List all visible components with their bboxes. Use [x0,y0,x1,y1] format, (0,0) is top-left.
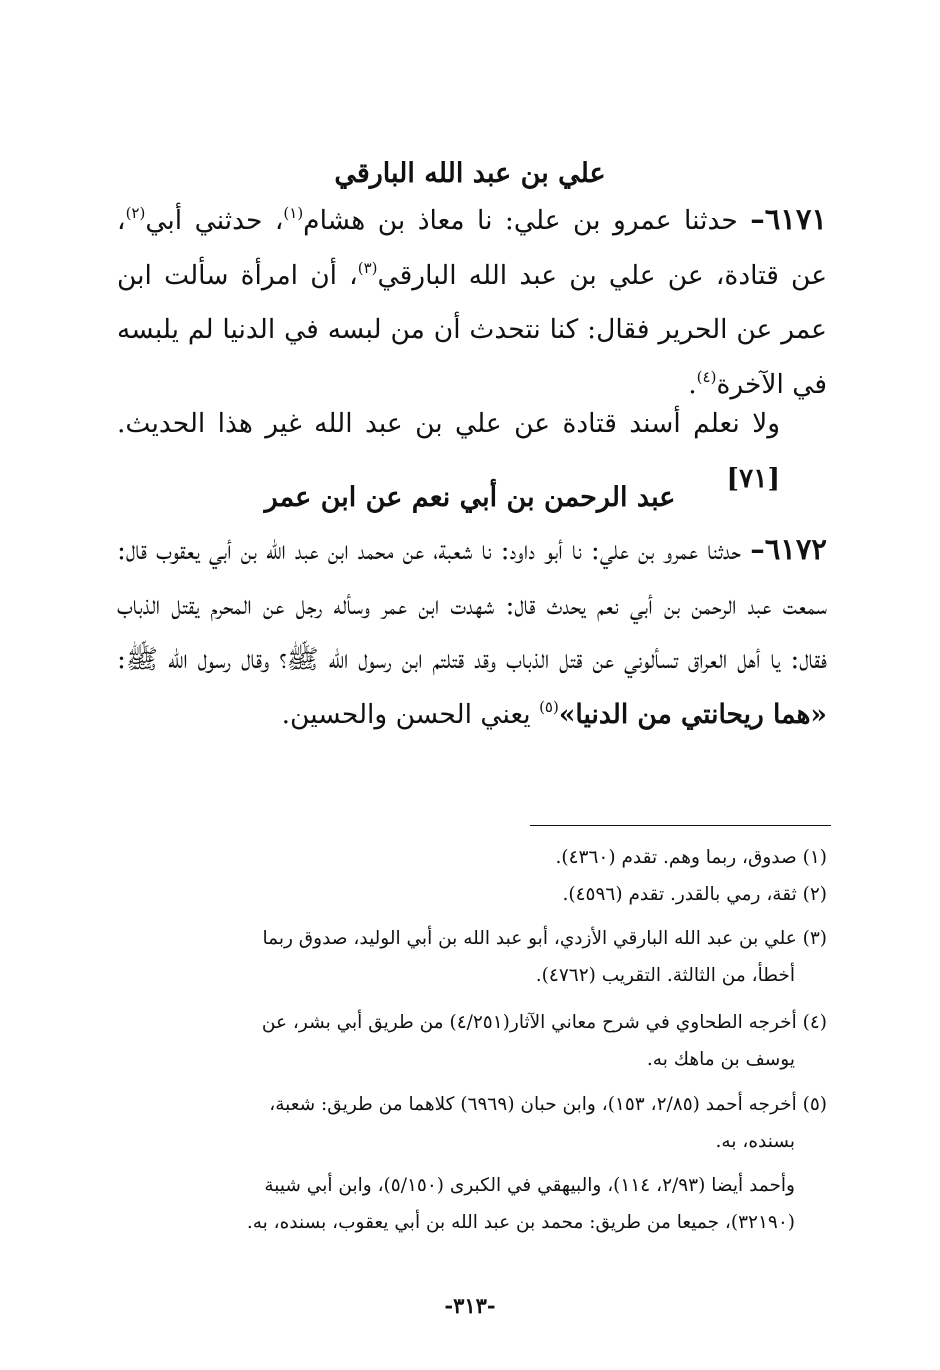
footnote-5-continued: وأحمد أيضا (٢/٩٣، ١١٤)، والبيهقي في الكبرى (٥/١٥٠)، وابن أبي شيبة (٣٢١٩٠)، جميعا من طريق: محمد بن عبد الله بن أبي يعقوب، بسنده، به. [246,1175,795,1233]
footnote-2: (٢) ثقة، رمي بالقدر. تقدم (٤٥٩٦). [562,884,827,905]
page-number: -٣١٣- [444,1293,496,1318]
footnote-5: (٥) أخرجه أحمد (٢/٨٥، ١٥٣)، وابن حبان (٦٩٦٩) كلاهما من طريق: شعبة، بسنده، به. [269,1094,827,1152]
footnote-ref-4: (٤) [696,367,717,386]
section-heading-ibn-abi-num: عبد الرحمن بن أبي نعم عن ابن عمر [264,482,676,513]
footnote-1: (١) صدوق، ربما وهم. تقدم (٤٣٦٠). [555,847,827,868]
footnote-ref-1: (١) [283,204,304,222]
hadith-6171-remark: ولا نعلم أسند قتادة عن علي بن عبد الله غير هذا الحديث. [٧١] [117,408,780,494]
footnote-3: (٣) علي بن عبد الله البارقي الأزدي، أبو عبد الله بن أبي الوليد، صدوق ربما أخطأ، من الثالثة. التقريب (٤٧٦٢). [262,928,827,986]
hadith-number: ٦١٧٢– [750,532,827,566]
footnote-ref-2: (٢) [125,204,146,222]
footnote-ref-5: (٥) [539,697,559,716]
section-heading-albariqi: علي بن عبد الله البارقي [334,158,606,189]
hadith-number: ٦١٧١– [750,202,827,236]
hadith-6171: ٦١٧١– حدثنا عمرو بن علي: نا معاذ بن هشام$^{(١)}$، حدثني أبي$^{(٢)}$، عن قتادة، عن علي بن عبد الله البارقي$^{(٣)}$، أن امرأة سألت ابن عمر عن الحرير فقال: كنا نتحدث أن من لبسه في الدنيا لم يلبسه في الآخرة$^{(٤)}$. [117,202,828,400]
footnote-4: (٤) أخرجه الطحاوي في شرح معاني الآثار(٤/٢٥١) من طريق أبي بشر، عن يوسف بن ماهك به. [261,1012,827,1070]
footnote-ref-3: (٣) [357,258,378,277]
footnote-separator [530,825,831,826]
reference-number: [٧١] [726,462,780,494]
prophetic-quote: «هما ريحانتي من الدنيا» [558,698,827,730]
hadith-6172: ٦١٧٢– حدثنا عمرو بن علي: نا أبو داود: نا شعبة، عن محمد ابن عبد الله بن أبي يعقوب قال: سمعت عبد الرحمن بن أبي نعم يحدث قال: شهدت ابن عمر وسأله رجل عن المحرم يقتل الذباب فقال: يا أهل العراق تسألوني عن قتل الذباب وقد قتلتم ابن رسول الله ﷺ؟ وقال رسول الله ﷺ: «هما ريحانتي من الدنيا»$^{(٥)}$ يعني الحسن والحسين. [117,532,827,730]
